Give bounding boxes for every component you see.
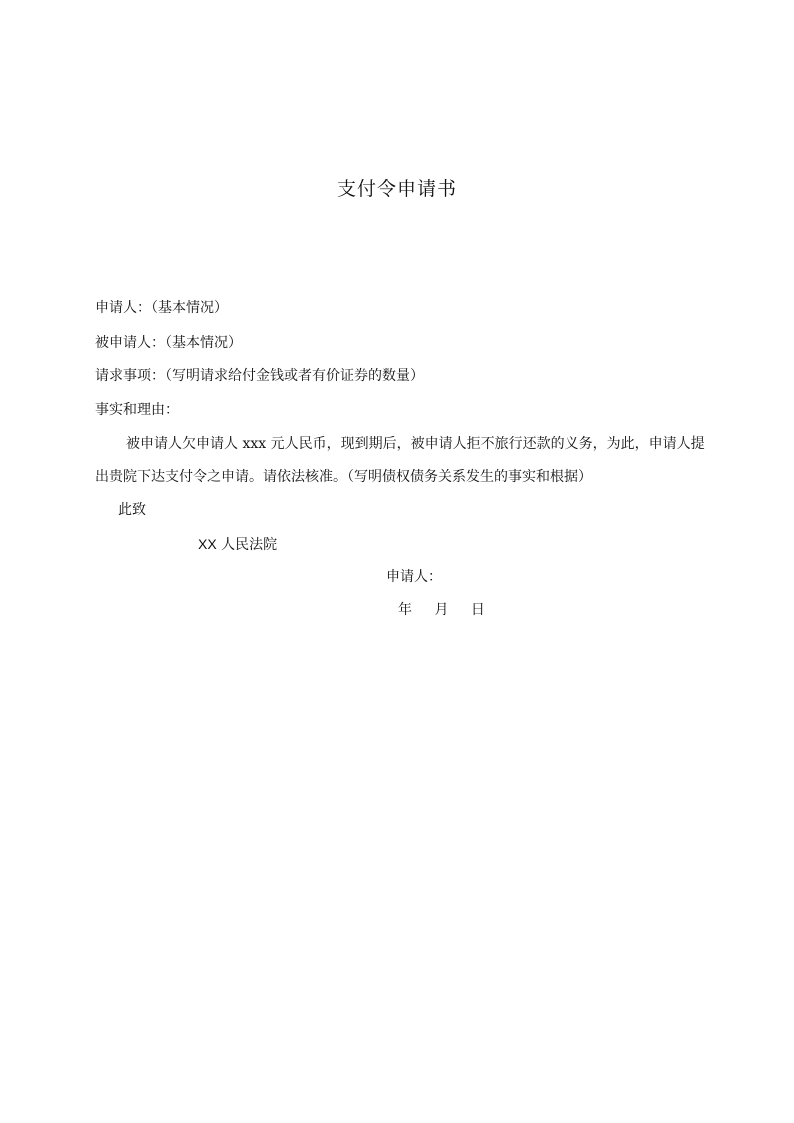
claims-line: 请求事项：（写明请求给付金钱或者有价证券的数量） [95, 368, 424, 384]
court-prefix: XX [198, 536, 217, 552]
court-line [198, 534, 277, 555]
respondent-line: 被申请人：（基本情况） [95, 335, 242, 351]
facts-heading: 事实和理由： [95, 402, 179, 418]
date-day: 日 [470, 602, 485, 618]
salutation: 此致 [118, 502, 146, 518]
date-line [398, 600, 485, 620]
signature-label: 申请人： [386, 569, 442, 585]
applicant-line: 申请人：（基本情况） [95, 300, 228, 316]
court-name: 人民法院 [221, 537, 278, 553]
document-title: 支付令申请书 [336, 178, 457, 200]
date-month: 月 [434, 602, 449, 618]
facts-body-line-1: 被申请人欠申请人 xxx 元人民币，现到期后，被申请人拒不旅行还款的义务，为此，申请人提 [126, 436, 705, 452]
facts-body-line-2: 出贵院下达支付令之申请。请依法核准。（写明债权债务关系发生的事实和根据） [95, 469, 592, 485]
date-year: 年 [398, 602, 412, 618]
